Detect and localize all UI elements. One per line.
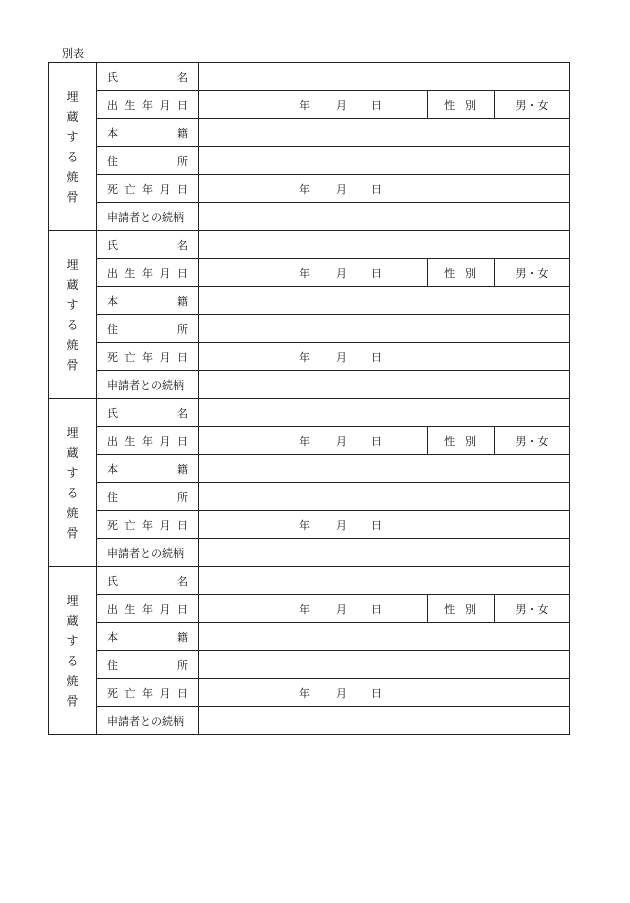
sex-label: 性 別 bbox=[428, 427, 495, 455]
sex-label: 性 別 bbox=[428, 595, 495, 623]
honseki-label: 本 籍 bbox=[97, 455, 199, 483]
birth-date-field[interactable]: 年 月 日 bbox=[199, 427, 428, 455]
group-title bbox=[49, 567, 97, 735]
death-date-label: 死 亡 年 月 日 bbox=[97, 175, 199, 203]
group-title-char: 埋 bbox=[66, 425, 79, 440]
address-field[interactable] bbox=[199, 483, 570, 511]
relation-field[interactable] bbox=[199, 371, 570, 399]
name-label: 氏 名 bbox=[97, 63, 199, 91]
honseki-field[interactable] bbox=[199, 287, 570, 315]
sex-label: 性 別 bbox=[428, 259, 495, 287]
birth-date-label: 出 生 年 月 日 bbox=[97, 595, 199, 623]
address-field[interactable] bbox=[199, 315, 570, 343]
group-title-char: 蔵 bbox=[66, 109, 79, 124]
group-title-char: る bbox=[66, 149, 79, 164]
name-label: 氏 名 bbox=[97, 231, 199, 259]
remains-entry bbox=[48, 566, 570, 735]
death-date-label: 死 亡 年 月 日 bbox=[97, 511, 199, 539]
death-date-field[interactable]: 年 月 日 bbox=[199, 511, 570, 539]
group-title-char: る bbox=[66, 653, 79, 668]
honseki-field[interactable] bbox=[199, 623, 570, 651]
relation-label: 申請者との続柄 bbox=[97, 539, 199, 567]
remains-entry bbox=[48, 398, 570, 567]
remains-entry bbox=[48, 230, 570, 399]
relation-field[interactable] bbox=[199, 707, 570, 735]
group-title-char: 埋 bbox=[66, 593, 79, 608]
address-label: 住 所 bbox=[97, 147, 199, 175]
group-title-char: す bbox=[66, 129, 79, 144]
group-title-char: 焼 bbox=[66, 673, 79, 688]
group-title-char: る bbox=[66, 485, 79, 500]
honseki-label: 本 籍 bbox=[97, 119, 199, 147]
group-title-char: 蔵 bbox=[66, 445, 79, 460]
relation-field[interactable] bbox=[199, 539, 570, 567]
group-title-char: す bbox=[66, 633, 79, 648]
sex-options: 男・女 bbox=[515, 98, 549, 112]
group-title-char: 骨 bbox=[66, 525, 79, 540]
death-date-field[interactable]: 年 月 日 bbox=[199, 175, 570, 203]
birth-date-field[interactable]: 年 月 日 bbox=[199, 595, 428, 623]
name-field[interactable] bbox=[199, 63, 570, 91]
address-label: 住 所 bbox=[97, 483, 199, 511]
birth-date-label: 出 生 年 月 日 bbox=[97, 427, 199, 455]
group-title-char: 焼 bbox=[66, 505, 79, 520]
relation-label: 申請者との続柄 bbox=[97, 371, 199, 399]
sex-field[interactable] bbox=[495, 91, 570, 119]
honseki-field[interactable] bbox=[199, 119, 570, 147]
honseki-field[interactable] bbox=[199, 455, 570, 483]
group-title-char: す bbox=[66, 465, 79, 480]
group-title-char: る bbox=[66, 317, 79, 332]
sex-field[interactable] bbox=[495, 259, 570, 287]
name-label: 氏 名 bbox=[97, 399, 199, 427]
death-date-field[interactable]: 年 月 日 bbox=[199, 343, 570, 371]
sex-options: 男・女 bbox=[515, 602, 549, 616]
sex-options: 男・女 bbox=[515, 434, 549, 448]
death-date-label: 死 亡 年 月 日 bbox=[97, 679, 199, 707]
group-title-char: 蔵 bbox=[66, 613, 79, 628]
group-title-char: 埋 bbox=[66, 89, 79, 104]
group-title bbox=[49, 231, 97, 399]
sex-label: 性 別 bbox=[428, 91, 495, 119]
name-label: 氏 名 bbox=[97, 567, 199, 595]
death-date-label: 死 亡 年 月 日 bbox=[97, 343, 199, 371]
group-title-char: 焼 bbox=[66, 337, 79, 352]
address-label: 住 所 bbox=[97, 315, 199, 343]
remains-entry bbox=[48, 62, 570, 231]
group-title-char: 埋 bbox=[66, 257, 79, 272]
burial-form bbox=[48, 62, 569, 735]
sex-field[interactable] bbox=[495, 595, 570, 623]
group-title-char: 蔵 bbox=[66, 277, 79, 292]
honseki-label: 本 籍 bbox=[97, 623, 199, 651]
name-field[interactable] bbox=[199, 231, 570, 259]
sex-field[interactable] bbox=[495, 427, 570, 455]
relation-label: 申請者との続柄 bbox=[97, 203, 199, 231]
address-field[interactable] bbox=[199, 147, 570, 175]
sex-options: 男・女 bbox=[515, 266, 549, 280]
birth-date-label: 出 生 年 月 日 bbox=[97, 91, 199, 119]
group-title-char: 骨 bbox=[66, 189, 79, 204]
group-title bbox=[49, 63, 97, 231]
address-label: 住 所 bbox=[97, 651, 199, 679]
address-field[interactable] bbox=[199, 651, 570, 679]
birth-date-field[interactable]: 年 月 日 bbox=[199, 259, 428, 287]
group-title bbox=[49, 399, 97, 567]
relation-label: 申請者との続柄 bbox=[97, 707, 199, 735]
birth-date-field[interactable]: 年 月 日 bbox=[199, 91, 428, 119]
group-title-char: 骨 bbox=[66, 357, 79, 372]
group-title-char: 骨 bbox=[66, 693, 79, 708]
birth-date-label: 出 生 年 月 日 bbox=[97, 259, 199, 287]
honseki-label: 本 籍 bbox=[97, 287, 199, 315]
group-title-char: 焼 bbox=[66, 169, 79, 184]
relation-field[interactable] bbox=[199, 203, 570, 231]
name-field[interactable] bbox=[199, 399, 570, 427]
group-title-char: す bbox=[66, 297, 79, 312]
death-date-field[interactable]: 年 月 日 bbox=[199, 679, 570, 707]
caption: 別表 bbox=[62, 47, 84, 60]
name-field[interactable] bbox=[199, 567, 570, 595]
